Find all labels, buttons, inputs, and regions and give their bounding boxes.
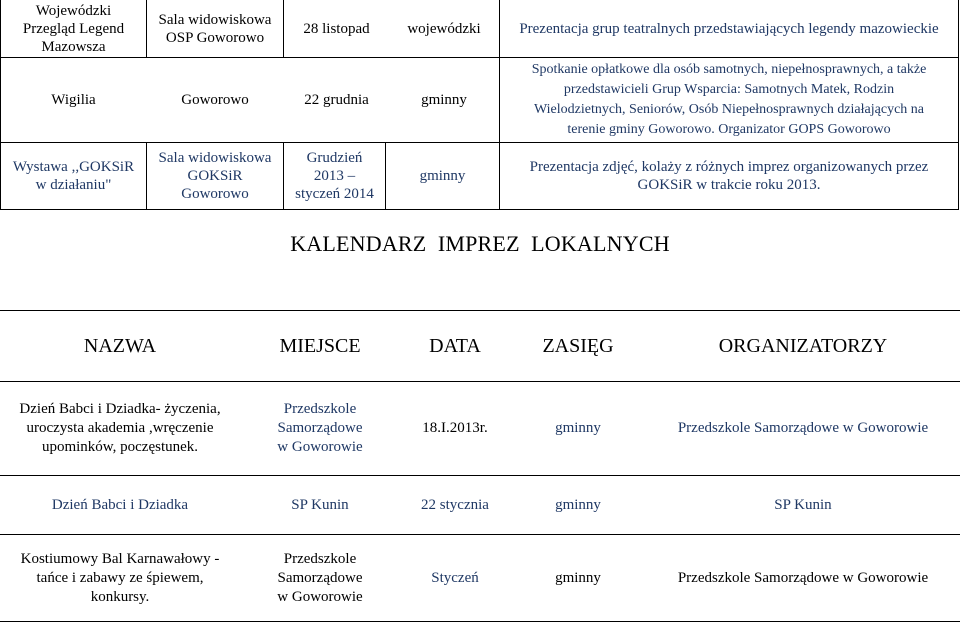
cell-line: Wigilia <box>51 92 96 108</box>
cell-line: w działaniu" <box>35 177 112 193</box>
scope-cell <box>389 58 499 142</box>
description-cell <box>500 58 958 142</box>
cell-line: wojewódzki <box>407 21 481 37</box>
cell-line: Grudzień <box>306 150 363 166</box>
cell-line: 2013 – <box>313 168 356 184</box>
heading-text: KALENDARZ IMPREZ LOKALNYCH <box>290 231 670 256</box>
header-label: MIEJSCE <box>279 334 361 357</box>
cell-line: gminny <box>555 569 601 586</box>
calendar-scope-cell <box>510 382 646 475</box>
column-header-organizers <box>646 311 960 381</box>
cell-line: SP Kunin <box>291 496 349 513</box>
date-cell <box>284 143 385 209</box>
cell-line: tańce i zabawy ze śpiewem, <box>36 569 204 586</box>
top-table-bottom-border <box>0 209 959 210</box>
column-header-name <box>0 311 240 381</box>
calendar-name-cell <box>0 382 240 475</box>
description-cell <box>500 143 958 209</box>
cell-line: styczeń 2014 <box>295 186 374 202</box>
cell-line: Spotkanie opłatkowe dla osób samotnych, niepełnosprawnych, a także <box>531 62 927 77</box>
event-name-cell <box>1 143 146 209</box>
calendar-organizer-cell <box>646 476 960 534</box>
scope-cell <box>389 2 499 56</box>
cell-line: Prezentacja grup teatralnych przedstawiających legendy mazowieckie <box>519 21 939 37</box>
cell-line: Sala widowiskowa <box>158 150 272 166</box>
calendar-scope-cell <box>510 476 646 534</box>
cell-line: Styczeń <box>431 569 479 586</box>
cell-line: w Goworowie <box>277 439 363 455</box>
cell-line: Samorządowe <box>277 420 363 436</box>
cell-line: Sala widowiskowa <box>158 12 272 28</box>
cell-line: Dzień Babci i Dziadka <box>51 496 189 513</box>
cell-line: Samorządowe <box>277 569 363 586</box>
column-header-date <box>400 311 510 381</box>
cell-line: Mazowsza <box>41 39 106 55</box>
cell-line: gminny <box>555 420 601 436</box>
cell-line: Wojewódzki <box>35 3 112 19</box>
cell-line: przedstawicieli Grup Wsparcia: Samotnych Matek, Rodzin <box>563 82 895 97</box>
header-label: ORGANIZATORZY <box>718 334 888 357</box>
header-label: DATA <box>429 334 481 357</box>
cell-line: Wielodzietnych, Seniorów, Osób Niepełnosprawnych działających na <box>533 102 924 117</box>
cell-line: Przedszkole Samorządowe w Goworowie <box>677 420 929 436</box>
cell-line: uroczysta akademia ,wręczenie <box>26 420 214 436</box>
cell-line: GOKSiR w trakcie roku 2013. <box>637 177 821 193</box>
cell-line: 22 stycznia <box>421 496 489 513</box>
column-header-place <box>240 311 400 381</box>
scope-cell <box>386 143 499 209</box>
cell-line: GOKSiR <box>187 168 243 184</box>
top-table-border-right <box>958 0 959 210</box>
cell-line: Przegląd Legend <box>22 21 125 37</box>
page-heading <box>0 226 960 262</box>
cell-line: Przedszkole Samorządowe w Goworowie <box>677 569 929 586</box>
date-cell <box>284 2 389 56</box>
calendar-organizer-cell <box>646 535 960 621</box>
calendar-scope-cell <box>510 535 646 621</box>
cell-line: SP Kunin <box>774 496 832 513</box>
cell-line: Goworowo <box>181 92 249 108</box>
date-cell <box>284 58 389 142</box>
column-header-scope <box>510 311 646 381</box>
cell-line: gminny <box>421 92 467 108</box>
calendar-date-cell <box>400 476 510 534</box>
cell-line: OSP Goworowo <box>165 30 265 46</box>
calendar-name-cell <box>0 476 240 534</box>
cell-line: gminny <box>419 168 466 184</box>
calendar-organizer-cell <box>646 382 960 475</box>
cell-line: Kostiumowy Bal Karnawałowy - <box>20 550 220 567</box>
cell-line: w Goworowie <box>277 588 363 605</box>
venue-cell <box>147 58 283 142</box>
cell-line: Goworowo <box>181 186 249 202</box>
cell-line: 22 grudnia <box>304 92 369 108</box>
event-name-cell <box>1 2 146 56</box>
calendar-date-cell <box>400 382 510 475</box>
venue-cell <box>147 143 283 209</box>
cell-line: Prezentacja zdjęć, kolaży z różnych imprez organizowanych przez <box>529 159 929 175</box>
header-label: NAZWA <box>83 334 157 357</box>
cell-line: Wystawa ,,GOKSiR <box>12 159 135 175</box>
calendar-table-bottom-border <box>0 621 960 622</box>
calendar-place-cell <box>240 476 400 534</box>
calendar-name-cell <box>0 535 240 621</box>
header-label: ZASIĘG <box>542 334 614 357</box>
calendar-place-cell <box>240 382 400 475</box>
cell-line: Przedszkole <box>283 550 357 567</box>
cell-line: terenie gminy Goworowo. Organizator GOPS Goworowo <box>567 122 891 137</box>
cell-line: Dzień Babci i Dziadka- życzenia, <box>19 401 221 417</box>
cell-line: konkursy. <box>90 588 150 605</box>
calendar-place-cell <box>240 535 400 621</box>
cell-line: upominków, poczęstunek. <box>41 439 199 455</box>
cell-line: 18.I.2013r. <box>422 420 488 436</box>
description-cell <box>500 2 958 56</box>
cell-line: Przedszkole <box>283 401 357 417</box>
event-name-cell <box>1 58 146 142</box>
cell-line: gminny <box>555 496 601 513</box>
cell-line: 28 listopad <box>303 21 370 37</box>
venue-cell <box>147 2 283 56</box>
calendar-date-cell <box>400 535 510 621</box>
